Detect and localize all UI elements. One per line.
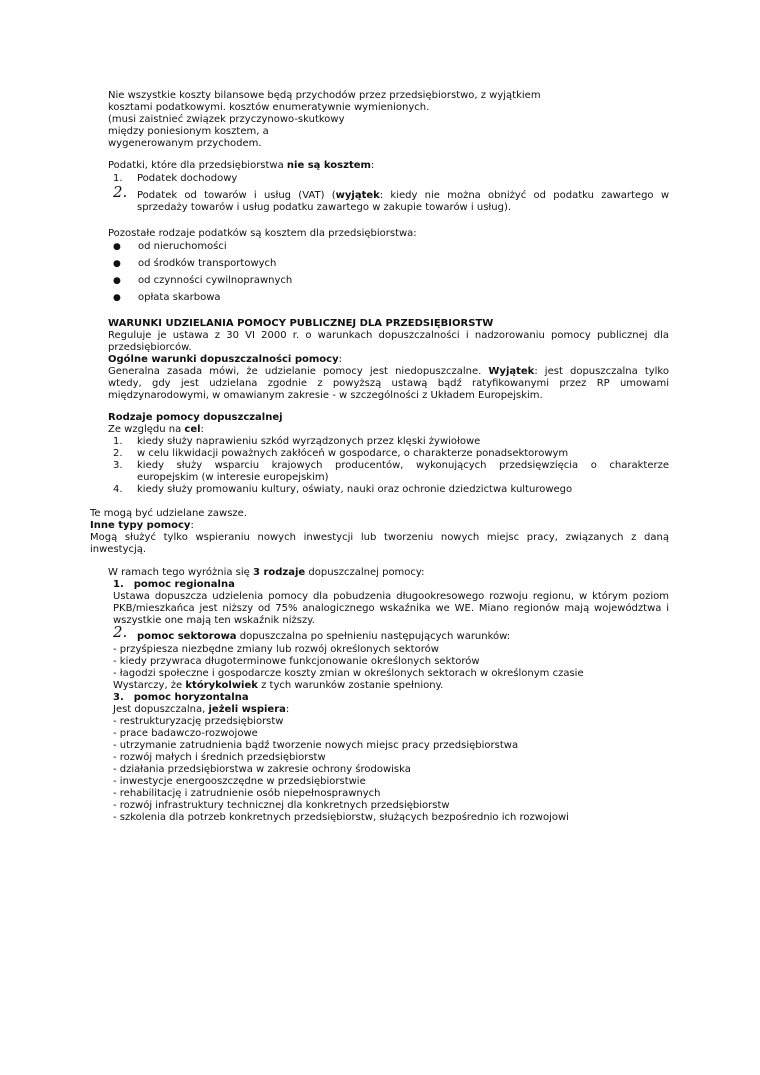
intro-line: wygenerowanym przychodem. (108, 138, 262, 149)
bullet-text: od środków transportowych (138, 258, 277, 269)
other-types-section (90, 508, 669, 556)
condition-item: - kiedy przywraca długoterminowe funkcjonowanie określonych sektorów (113, 656, 480, 667)
regional-line: wszystkie one mają ten wskaźnik niższy. (113, 615, 315, 626)
condition-item: - łagodzi społeczne i gospodarcze koszty zmian w określonych sektorach w określonym czasie (113, 668, 584, 679)
by-goal-emphasis: cel (184, 424, 201, 435)
intro-text: dopuszczalnej pomocy: (305, 567, 425, 578)
intro-emphasis: 3 rodzaje (253, 567, 306, 578)
support-item: - inwestycje energooszczędne w przedsiębiorstwie (113, 776, 366, 787)
support-item: - rozwój infrastruktury technicznej dla konkretnych przedsiębiorstw (113, 800, 450, 811)
support-item: - szkolenia dla potrzeb konkretnych przedsiębiorstw, służących bezpośrednio ich rozwojowi (113, 812, 569, 823)
bullet-icon: ● (113, 293, 121, 303)
aid-types-section (108, 412, 669, 436)
support-item: - prace badawczo-rozwojowe (113, 728, 258, 739)
list-text-line: sprzedaży towarów i usług podatku zawartego w zakupie towarów i usług). (137, 202, 512, 213)
taxes-not-costs-heading (108, 160, 374, 172)
sectoral-text: dopuszczalna po spełnieniu następujących warunków: (236, 631, 511, 642)
general-line: wtedy, gdy jest udzielana zgodnie z powyższą ustawą bądź ratyfikowanymi przez RP umowami (108, 378, 669, 389)
intro-paragraph (108, 90, 668, 150)
general-line (108, 366, 669, 378)
taxes-not-costs-item (113, 183, 669, 214)
list-item (113, 436, 669, 448)
list-number: 1. (113, 173, 123, 184)
intro-text: W ramach tego wyróżnia się (108, 567, 254, 578)
intro-line: Nie wszystkie koszty bilansowe będą przychodów przez przedsiębiorstwo, z wyjątkiem (108, 90, 541, 101)
by-goal-line (108, 424, 669, 436)
list-text-line (137, 190, 669, 202)
regional-line: PKB/mieszkańca jest niższy od 75% analogicznego wskaźnika we WE. Miano regionów mają województwa i (113, 603, 669, 614)
regional-line: Ustawa dopuszcza udzielenia pomocy dla pobudzenia długookresowego rozwoju regionu, w którym poziom (113, 591, 669, 602)
list-item (113, 448, 669, 460)
general-text: Generalna zasada mówi, że udzielanie pomocy jest niedopuszczalne. (108, 366, 489, 377)
heading-colon: : (370, 160, 375, 171)
colon: : (338, 354, 342, 365)
bullet-item (108, 275, 508, 292)
general-text: : jest dopuszczalna tylko (534, 366, 669, 377)
section-title: WARUNKI UDZIELANIA POMOCY PUBLICZNEJ DLA PRZEDSIĘBIORSTW (108, 318, 494, 329)
taxes-not-costs-item (113, 173, 669, 185)
list-text: kiedy służy wsparciu krajowych producentów, wykonujących przedsięwzięcia o charakterze (137, 460, 669, 471)
by-goal-text: Ze względu na (108, 424, 185, 435)
subsection-title: Inne typy pomocy (90, 520, 191, 531)
always-note: Te mogą być udzielane zawsze. (90, 508, 247, 519)
allowed-text: Jest dopuszczalna, (113, 704, 209, 715)
public-aid-section (108, 318, 669, 402)
general-line: międzynarodowymi, w omawianym zakresie - w szczególności z Układem Europejskim. (108, 390, 543, 401)
list-text: w celu likwidacji poważnych zakłóceń w gospodarce, o charakterze ponadsektorowym (137, 448, 569, 459)
bullet-icon: ● (113, 242, 121, 252)
other-types-line: Mogą służyć tylko wspieraniu nowych inwestycji lub tworzeniu nowych miejsc pracy, związanych z daną (90, 532, 669, 543)
allowed-colon: : (285, 704, 290, 715)
list-text: : kiedy nie można obniżyć od podatku zawartego w (379, 190, 669, 201)
sectoral-aid (113, 623, 669, 692)
list-text: europejskim (w interesie europejskim) (137, 472, 329, 483)
list-number: 2. (113, 623, 128, 641)
support-item: - rozwój małych i średnich przedsiębiorstw (113, 752, 326, 763)
by-goal-colon: : (200, 424, 204, 435)
list-number: 2. (113, 448, 123, 459)
list-text: Podatek od towarów i usług (VAT) ( (137, 190, 336, 201)
list-number: 2. (113, 183, 128, 201)
bullet-item (108, 241, 508, 258)
allowed-line (113, 704, 669, 716)
list-text: kiedy służy naprawieniu szkód wyrządzonych przez klęski żywiołowe (137, 436, 481, 447)
support-item: - utrzymanie zatrudnienia bądź tworzenie nowych miejsc pracy przedsiębiorstwa (113, 740, 519, 751)
heading-emphasis: nie są kosztem (286, 160, 371, 171)
horizontal-aid (113, 692, 669, 824)
bullet-text: od nieruchomości (138, 241, 227, 252)
bullet-text: opłata skarbowa (138, 292, 221, 303)
subsection-title: Rodzaje pomocy dopuszczalnej (108, 412, 283, 423)
bullet-text: od czynności cywilnoprawnych (138, 275, 293, 286)
condition-item: - przyśpiesza niezbędne zmiany lub rozwój określonych sektorów (113, 644, 439, 655)
enough-text: z tych warunków zostanie spełniony. (257, 680, 444, 691)
list-item (113, 484, 669, 496)
bullet-icon: ● (113, 259, 121, 269)
enough-line (113, 680, 669, 692)
aid-kind-title: pomoc sektorowa (137, 631, 237, 642)
goal-list (113, 436, 669, 496)
list-item (113, 460, 669, 484)
intro-line: (musi zaistnieć związek przyczynowo-skutkowy (108, 114, 345, 125)
bullet-item (108, 258, 508, 275)
support-item: - restrukturyzację przedsiębiorstw (113, 716, 284, 727)
regulation-line: Reguluje je ustawa z 30 VI 2000 r. o warunkach dopuszczalności i nadzorowaniu pomocy publicznej dla (108, 330, 669, 341)
other-types-line: inwestycją. (90, 544, 147, 555)
heading-text: Podatki, które dla przedsiębiorstwa (108, 160, 287, 171)
support-item: - rehabilitację i zatrudnienie osób niepełnosprawnych (113, 788, 381, 799)
sectoral-title-line (113, 623, 669, 642)
regional-aid (113, 579, 669, 627)
list-text: kiedy służy promowaniu kultury, oświaty, nauki oraz ochronie dziedzictwa kulturowego (137, 484, 573, 495)
subsection-title: Ogólne warunki dopuszczalności pomocy (108, 354, 339, 365)
enough-text: Wystarczy, że (113, 680, 186, 691)
three-kinds-intro (108, 567, 424, 579)
regulation-line: przedsiębiorców. (108, 342, 192, 353)
aid-kind-title: pomoc horyzontalna (133, 692, 249, 703)
list-number: 4. (113, 484, 123, 495)
list-text: Podatek dochodowy (137, 173, 238, 184)
bullet-item (108, 292, 508, 309)
list-number: 1. (113, 579, 124, 590)
list-number: 1. (113, 436, 123, 447)
bullet-icon: ● (113, 276, 121, 286)
list-number: 3. (113, 460, 123, 471)
exception-emphasis: wyjątek (335, 190, 380, 201)
other-taxes-list (108, 241, 508, 309)
support-item: - działania przedsiębiorstwa w zakresie ochrony środowiska (113, 764, 411, 775)
exception-emphasis: Wyjątek (488, 366, 535, 377)
intro-line: kosztami podatkowymi. kosztów enumeratywnie wymienionych. (108, 102, 430, 113)
allowed-emphasis: jeżeli wspiera (208, 704, 286, 715)
enough-emphasis: którykolwiek (185, 680, 258, 691)
aid-kind-title: pomoc regionalna (133, 579, 235, 590)
other-taxes-heading: Pozostałe rodzaje podatków są kosztem dla przedsiębiorstwa: (108, 228, 417, 239)
colon: : (190, 520, 194, 531)
list-number: 3. (113, 692, 124, 703)
intro-line: między poniesionym kosztem, a (108, 126, 269, 137)
